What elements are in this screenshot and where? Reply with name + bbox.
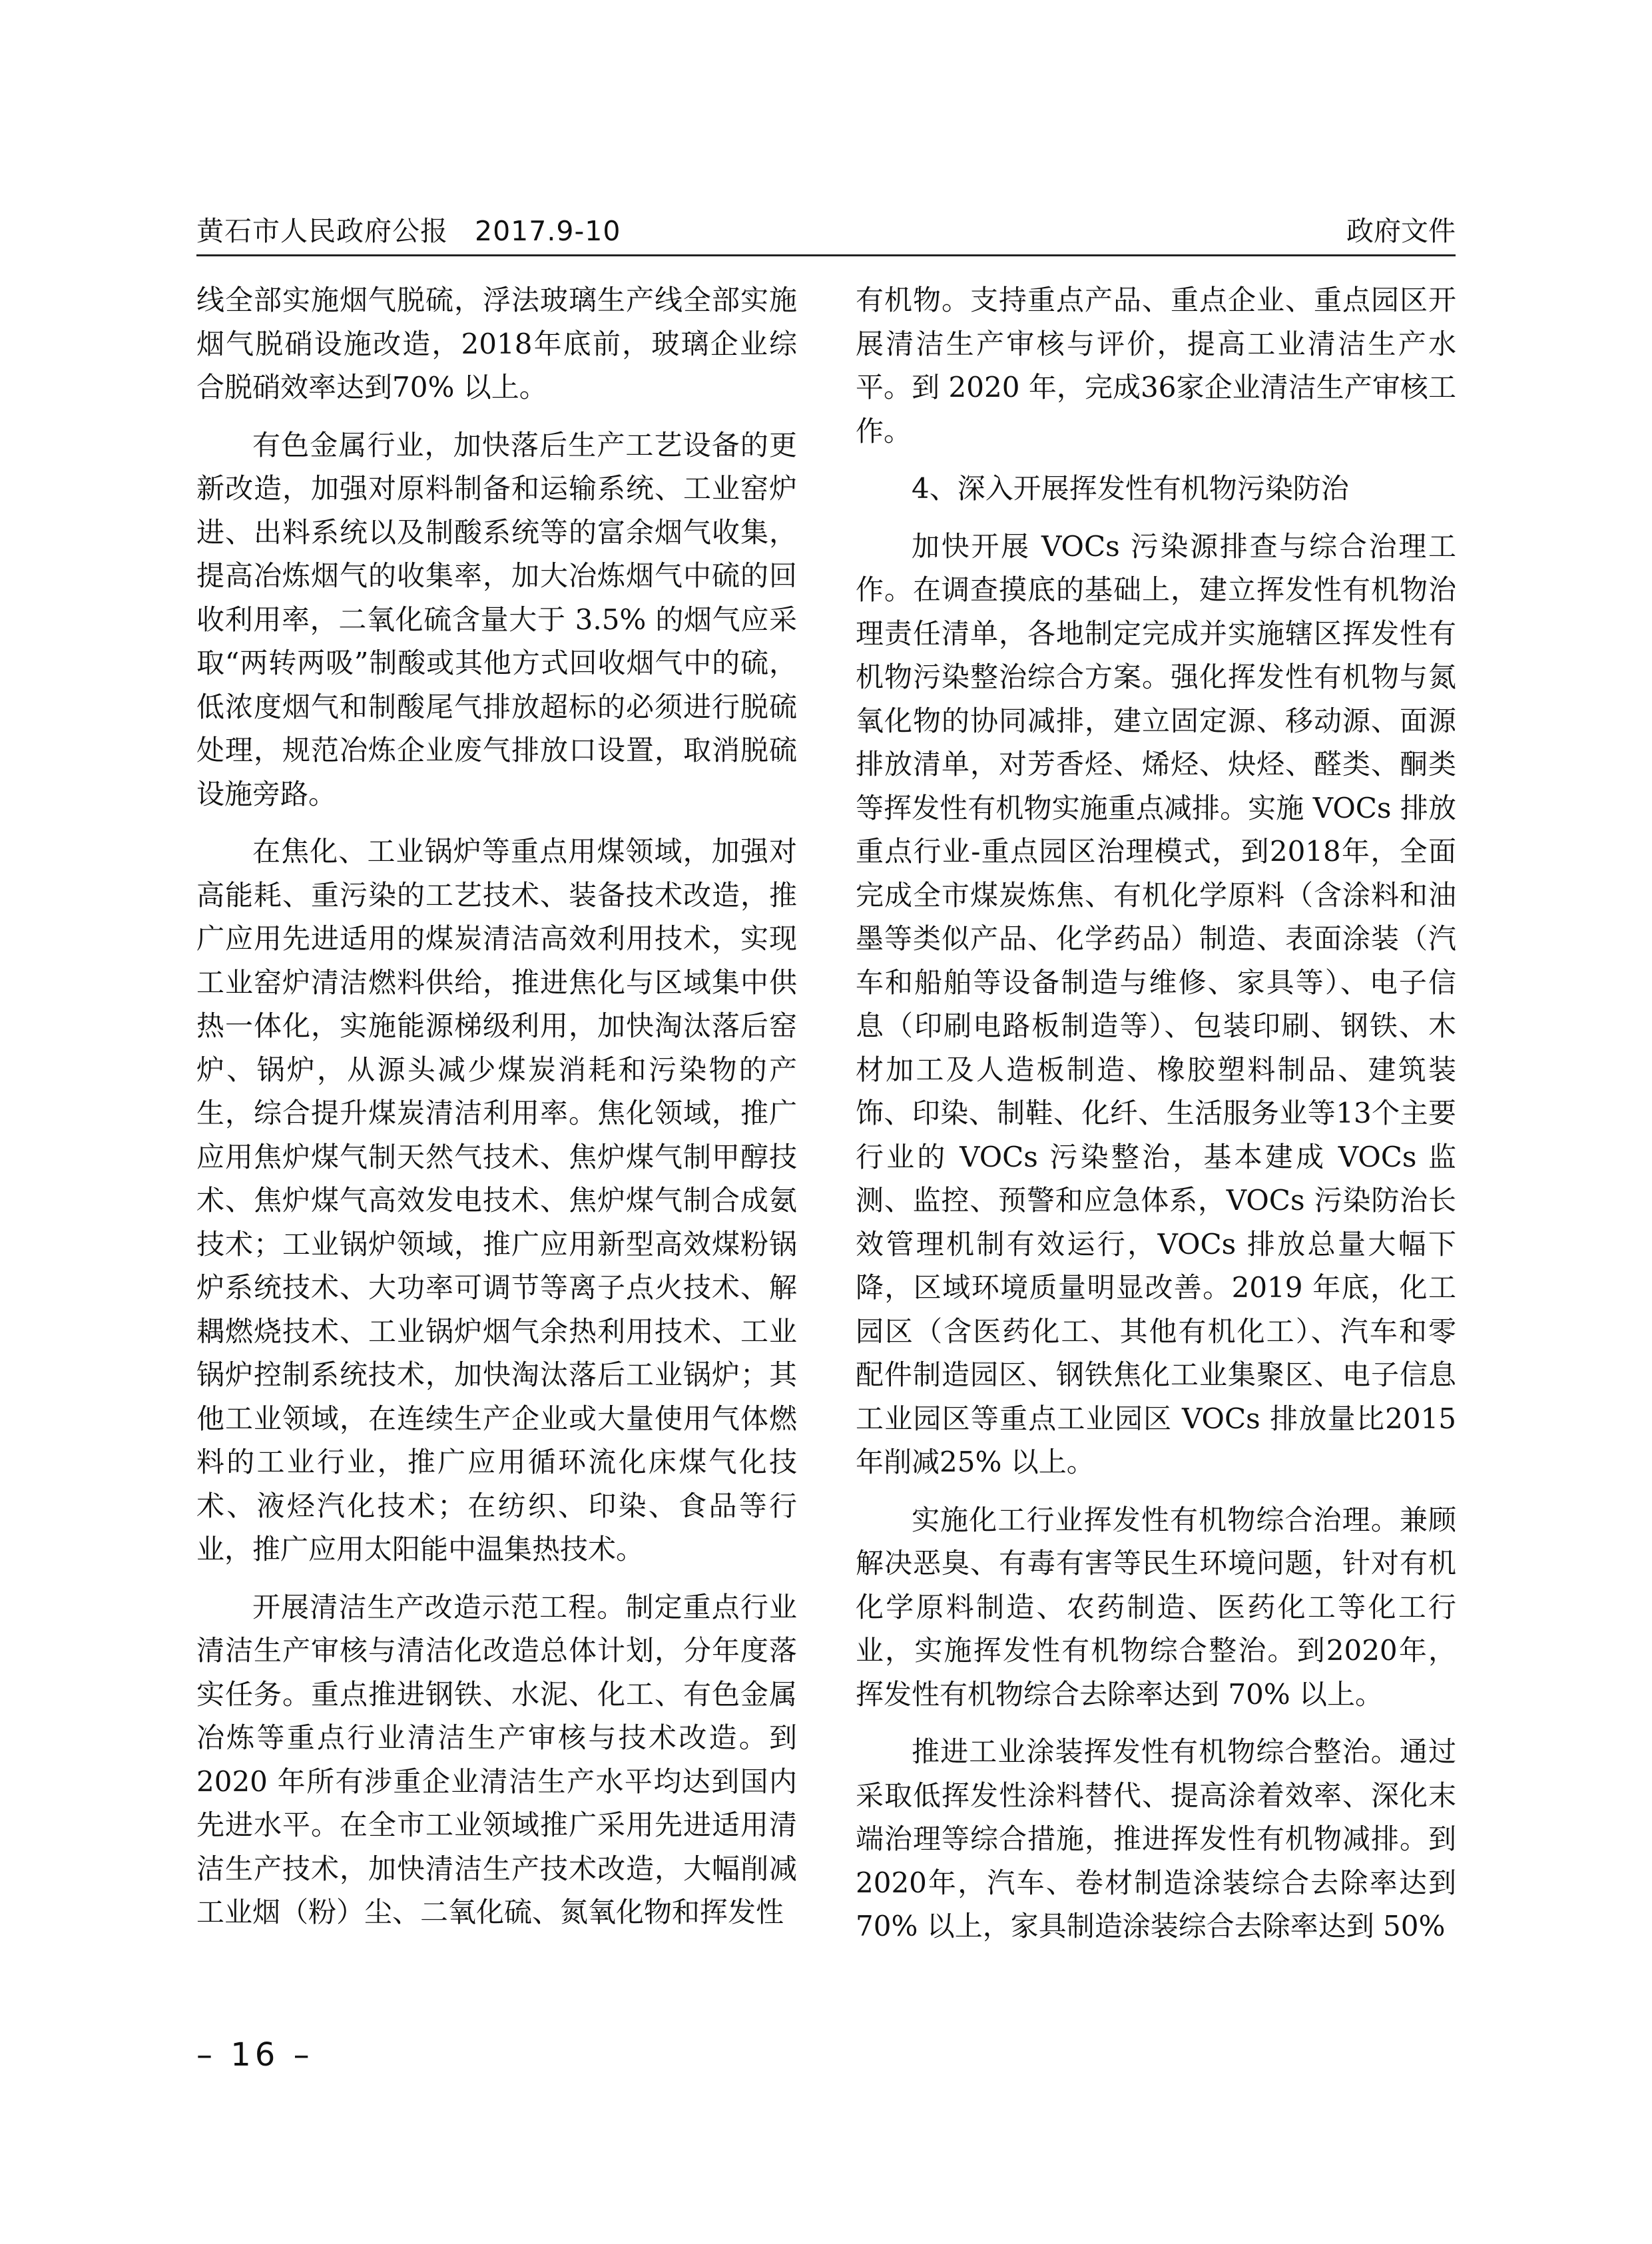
right-column xyxy=(856,278,1456,1962)
section-heading: 4、深入开展挥发性有机物污染防治 xyxy=(912,472,1349,505)
paragraph: 加快开展 VOCs 污染源排查与综合治理工作。在调查摸底的基础上，建立挥发性有机物治理责任清单，各地制定完成并实施辖区挥发性有机物污染整治综合方案。强化挥发性有机物与氮氧化物的协同减排，建立固定源、移动源、面源排放清单，对芳香烃、烯烃、炔烃、醛类、酮类等挥发性有机物实施重点减排。实施 VOCs 排放重点行业-重点园区治理模式，到2018年，全面完成全市煤炭炼焦、有机化学原料（含涂料和油墨等类似产品、化学药品）制造、表面涂装（汽车和船舶等设备制造与维修、家具等）、电子信息（印刷电路板制造等）、包装印刷、钢铁、木材加工及人造板制造、橡胶塑料制品、建筑装饰、印染、制鞋、化纤、生活服务业等13个主要行业的 VOCs 污染整治，基本建成 VOCs 监测、监控、预警和应急体系，VOCs 污染防治长效管理机制有效运行，VOCs 排放总量大幅下降，区域环境质量明显改善。2019 年底，化工园区（含医药化工、其他有机化工）、汽车和零配件制造园区、钢铁焦化工业集聚区、电子信息工业园区等重点工业园区 VOCs 排放量比2015 年削减25% 以上。 xyxy=(856,529,1456,1478)
issue-date: 2017.9-10 xyxy=(475,215,621,247)
publication-title: 黄石市人民政府公报 xyxy=(196,215,448,247)
paragraph: 在焦化、工业锅炉等重点用煤领域，加强对高能耗、重污染的工艺技术、装备技术改造，推广应用先进适用的煤炭清洁高效利用技术，实现工业窑炉清洁燃料供给，推进焦化与区域集中供热一体化，实施能源梯级利用，加快淘汰落后窑炉、锅炉，从源头减少煤炭消耗和污染物的产生，综合提升煤炭清洁利用率。焦化领域，推广应用焦炉煤气制天然气技术、焦炉煤气制甲醇技术、焦炉煤气高效发电技术、焦炉煤气制合成氨技术；工业锅炉领域，推广应用新型高效煤粉锅炉系统技术、大功率可调节等离子点火技术、解耦燃烧技术、工业锅炉烟气余热利用技术、工业锅炉控制系统技术，加快淘汰落后工业锅炉；其他工业领域，在连续生产企业或大量使用气体燃料的工业行业，推广应用循环流化床煤气化技术、液烃汽化技术；在纺织、印染、食品等行业，推广应用太阳能中温集热技术。 xyxy=(196,835,797,1565)
header-divider xyxy=(196,254,1456,256)
header-publication-block xyxy=(196,214,621,248)
paragraph: 开展清洁生产改造示范工程。制定重点行业清洁生产审核与清洁化改造总体计划，分年度落实任务。重点推进钢铁、水泥、化工、有色金属冶炼等重点行业清洁生产审核与技术改造。到 2020 年所有涉重企业清洁生产水平均达到国内先进水平。在全市工业领域推广采用先进适用清洁生产技术，加快清洁生产技术改造，大幅削减工业烟（粉）尘、二氧化硫、氮氧化物和挥发性 xyxy=(196,1590,797,1928)
left-column xyxy=(196,278,797,1948)
paragraph: 有机物。支持重点产品、重点企业、重点园区开展清洁生产审核与评价，提高工业清洁生产水平。到 2020 年，完成36家企业清洁生产审核工作。 xyxy=(856,284,1456,447)
paragraph: 实施化工行业挥发性有机物综合治理。兼顾解决恶臭、有毒有害等民生环境问题，针对有机化学原料制造、农药制造、医药化工等化工行业，实施挥发性有机物综合整治。到2020年，挥发性有机物综合去除率达到 70% 以上。 xyxy=(856,1503,1456,1711)
section-label: 政府文件 xyxy=(1346,215,1456,247)
page-number: – 16 – xyxy=(196,2036,314,2074)
paragraph: 线全部实施烟气脱硫，浮法玻璃生产线全部实施烟气脱硝设施改造，2018年底前，玻璃企业综合脱硝效率达到70% 以上。 xyxy=(196,284,797,404)
paragraph: 推进工业涂装挥发性有机物综合整治。通过采取低挥发性涂料替代、提高涂着效率、深化末端治理等综合措施，推进挥发性有机物减排。到2020年，汽车、卷材制造涂装综合去除率达到70% 以上，家具制造涂装综合去除率达到 50% xyxy=(856,1735,1456,1942)
paragraph: 有色金属行业，加快落后生产工艺设备的更新改造，加强对原料制备和运输系统、工业窑炉进、出料系统以及制酸系统等的富余烟气收集，提高冶炼烟气的收集率，加大冶炼烟气中硫的回收利用率，二氧化硫含量大于 3.5% 的烟气应采取“两转两吸”制酸或其他方式回收烟气中的硫，低浓度烟气和制酸尾气排放超标的必须进行脱硫处理，规范冶炼企业废气排放口设置，取消脱硫设施旁路。 xyxy=(196,428,797,810)
